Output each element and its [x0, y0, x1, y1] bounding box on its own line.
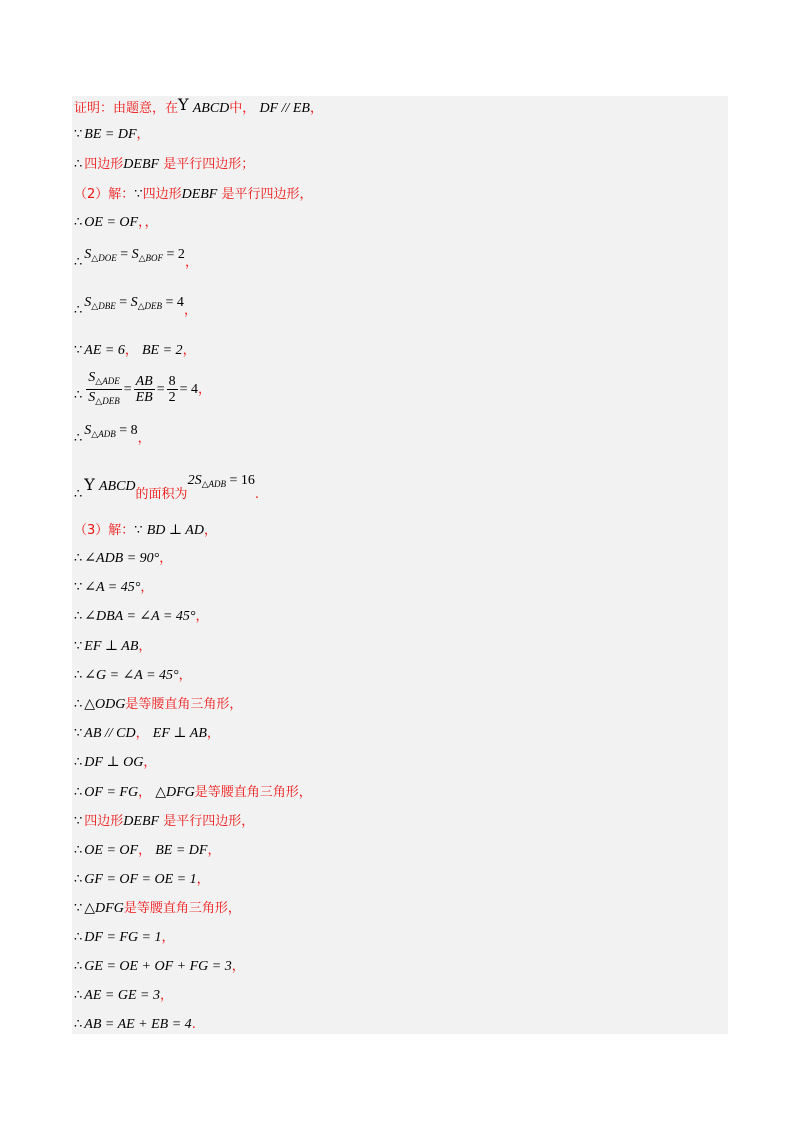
equals: =	[115, 295, 131, 310]
math-expr: AE = GE = 3	[84, 988, 160, 1003]
punct: ，	[137, 431, 151, 446]
area-symbol: S	[88, 370, 96, 386]
text-solution: 解：	[108, 523, 135, 538]
parallelogram-symbol: Y	[84, 475, 95, 494]
proof-line-2	[74, 124, 150, 146]
therefore-symbol: ∴	[74, 487, 83, 502]
conclusion-text: 是等腰直角三角形，	[125, 697, 243, 712]
text-area-is: 的面积为	[135, 487, 188, 502]
numerator: AB	[135, 374, 153, 390]
equals: =	[116, 247, 132, 262]
punct: ，	[195, 609, 209, 624]
math-area-total	[188, 473, 255, 488]
punct: ，	[178, 668, 192, 683]
punct: ，	[184, 255, 198, 270]
therefore-symbol: ∴	[74, 930, 83, 945]
proof-line-13	[74, 548, 172, 570]
because-symbol: ∵	[74, 639, 83, 654]
punct: ，	[207, 843, 221, 858]
punct: ，	[140, 580, 154, 595]
area-symbol: 2S	[187, 473, 202, 488]
math-df-parallel-eb: DF // EB	[259, 101, 310, 116]
proof-line-28	[74, 985, 173, 1007]
math-debf: DEBF	[181, 187, 218, 202]
proof-line-11	[74, 470, 259, 500]
because-symbol: ∵	[74, 343, 83, 358]
fraction	[134, 374, 155, 405]
text-quadrilateral: 四边形	[142, 187, 182, 202]
therefore-symbol: ∴	[74, 303, 83, 318]
proof-line-3	[74, 154, 254, 176]
because-symbol: ∵	[134, 187, 143, 202]
math-debf: DEBF	[123, 157, 160, 172]
proof-line-22	[74, 811, 254, 833]
punct: ，	[136, 127, 150, 142]
therefore-symbol: ∴	[74, 697, 83, 712]
therefore-symbol: ∴	[74, 1017, 83, 1032]
punct: ，	[182, 343, 196, 358]
proof-line-18	[74, 694, 242, 716]
therefore-symbol: ∴	[74, 609, 83, 624]
punct: ，	[138, 639, 152, 654]
proof-line-19	[74, 723, 220, 745]
math-expr: BD ⊥ AD	[146, 523, 204, 538]
math-expr: ∠DBA = ∠A = 45°	[84, 609, 196, 624]
proof-line-23	[74, 840, 220, 862]
conclusion-text: 是平行四边形，	[163, 814, 255, 829]
math-expr: EF ⊥ AB	[84, 639, 139, 654]
proof-line-25	[74, 898, 241, 920]
therefore-symbol: ∴	[74, 551, 83, 566]
text-zhong: 中，	[229, 101, 256, 116]
math-expr: △DFG	[84, 901, 124, 916]
punct: ，	[183, 303, 197, 318]
math-expr: GE = OE + OF + FG = 3	[84, 959, 232, 974]
math-expr: △DFG	[155, 785, 195, 800]
therefore-symbol: ∴	[74, 959, 83, 974]
because-symbol: ∵	[134, 523, 143, 538]
math-expr: △ODG	[84, 697, 126, 712]
area-symbol: S	[84, 295, 92, 310]
conclusion-text: 是平行四边形，	[221, 187, 313, 202]
area-subscript: △BOF	[138, 253, 164, 263]
value: = 8	[115, 423, 138, 438]
proof-line-8	[74, 340, 196, 362]
math-expr: BE = DF	[155, 843, 208, 858]
denominator: 2	[168, 390, 176, 406]
punct: ，	[196, 872, 210, 887]
area-subscript: △ADB	[91, 429, 116, 439]
because-symbol: ∵	[74, 726, 83, 741]
punct: .	[254, 487, 260, 502]
therefore-symbol: ∴	[74, 431, 83, 446]
area-symbol: S	[88, 390, 96, 406]
therefore-symbol: ∴	[74, 668, 83, 683]
math-expr: ∠ADB = 90°	[84, 551, 160, 566]
because-symbol: ∵	[74, 901, 83, 916]
math-expr: DF ⊥ OG	[84, 755, 144, 770]
area-symbol: S	[84, 423, 92, 438]
area-subscript: △DEB	[95, 396, 120, 407]
proof-line-1	[74, 94, 323, 116]
math-expr: BE = DF	[84, 127, 137, 142]
proof-line-27	[74, 956, 245, 978]
proof-line-26	[74, 927, 175, 949]
punct: ，	[161, 930, 175, 945]
proof-intro: 证明：由题意，在	[74, 101, 179, 116]
math-expr: ∠A = 45°	[84, 580, 141, 595]
area-symbol: S	[84, 247, 92, 262]
proof-line-14	[74, 577, 153, 599]
therefore-symbol: ∴	[74, 755, 83, 770]
punct: .	[191, 1017, 196, 1032]
part-number: （3）	[74, 523, 109, 538]
math-area	[84, 423, 137, 438]
punct: ，	[143, 755, 157, 770]
proof-line-29	[74, 1014, 196, 1036]
punct: ，	[135, 726, 149, 741]
proof-line-10	[74, 420, 151, 450]
area-subscript: △DBE	[91, 301, 116, 311]
math-expr: BE = 2	[142, 343, 183, 358]
proof-line-15	[74, 606, 209, 628]
punct: ，	[138, 843, 152, 858]
punct: ，	[231, 959, 245, 974]
area-subscript: △ADE	[95, 376, 120, 387]
punct: ，，	[138, 215, 158, 230]
punct: ，	[124, 343, 138, 358]
math-ratio: $\frac{S_{\triangle ADE}}{S_{\triangle DEB}}$ = $\frac{AB}{EB}$ = $\frac{8}{2}$ = 4	[84, 382, 198, 397]
proof-line-4	[74, 184, 313, 206]
area-subscript: △DEB	[137, 301, 163, 311]
math-expr: EF ⊥ AB	[152, 726, 207, 741]
conclusion-text: 是等腰直角三角形，	[123, 901, 241, 916]
therefore-symbol: ∴	[74, 255, 83, 270]
numerator: 8	[168, 374, 176, 390]
conclusion-text: 是等腰直角三角形，	[194, 785, 312, 800]
area-symbol: S	[131, 247, 139, 262]
part-number: （2）	[74, 187, 109, 202]
therefore-symbol: ∴	[74, 872, 83, 887]
proof-line-5	[74, 212, 158, 234]
therefore-symbol: ∴	[74, 388, 83, 403]
punct: ，	[159, 988, 173, 1003]
because-symbol: ∵	[74, 814, 83, 829]
math-expr: OE = OF	[84, 215, 139, 230]
math-expr: AB = AE + EB = 4	[84, 1017, 192, 1032]
value: = 4	[179, 382, 199, 397]
text-quadrilateral: 四边形	[84, 157, 124, 172]
area-symbol: S	[130, 295, 138, 310]
math-abcd: ABCD	[192, 101, 230, 116]
punct: ，	[309, 101, 323, 116]
math-area-eq	[84, 247, 185, 262]
proof-line-21	[74, 782, 312, 804]
math-expr: AE = 6	[84, 343, 125, 358]
proof-line-6	[74, 244, 198, 274]
text-solution: 解：	[108, 187, 135, 202]
math-expr: OF = FG	[84, 785, 139, 800]
conclusion-text: 是平行四边形；	[163, 157, 255, 172]
proof-line-20	[74, 752, 156, 774]
therefore-symbol: ∴	[74, 843, 83, 858]
punct: ，	[206, 726, 220, 741]
value: = 4	[162, 295, 184, 310]
math-expr: DF = FG = 1	[84, 930, 162, 945]
area-subscript: △DOE	[91, 253, 117, 263]
punct: ，	[198, 382, 212, 397]
value: = 2	[163, 247, 185, 262]
because-symbol: ∵	[74, 580, 83, 595]
math-expr: AB // CD	[84, 726, 136, 741]
therefore-symbol: ∴	[74, 785, 83, 800]
math-expr: OE = OF	[84, 843, 139, 858]
math-abcd: ABCD	[98, 479, 136, 494]
math-expr: GF = OF = OE = 1	[84, 872, 197, 887]
proof-line-7	[74, 292, 197, 322]
math-debf: DEBF	[123, 814, 160, 829]
area-subscript: △ADB	[201, 479, 226, 489]
value: = 16	[225, 473, 255, 488]
punct: ，	[138, 785, 152, 800]
therefore-symbol: ∴	[74, 157, 83, 172]
fraction	[167, 374, 178, 405]
text-quadrilateral: 四边形	[84, 814, 124, 829]
proof-line-9	[74, 370, 211, 410]
proof-line-16	[74, 636, 151, 658]
math-area-eq	[84, 295, 184, 310]
punct: ，	[159, 551, 173, 566]
because-symbol: ∵	[74, 127, 83, 142]
denominator: EB	[135, 390, 153, 406]
therefore-symbol: ∴	[74, 988, 83, 1003]
proof-line-24	[74, 869, 210, 891]
math-expr: ∠G = ∠A = 45°	[84, 668, 179, 683]
punct: ，	[203, 523, 217, 538]
proof-line-17	[74, 665, 192, 687]
parallelogram-symbol: Y	[178, 95, 189, 114]
proof-line-12	[74, 520, 217, 542]
therefore-symbol: ∴	[74, 215, 83, 230]
fraction	[86, 370, 121, 409]
